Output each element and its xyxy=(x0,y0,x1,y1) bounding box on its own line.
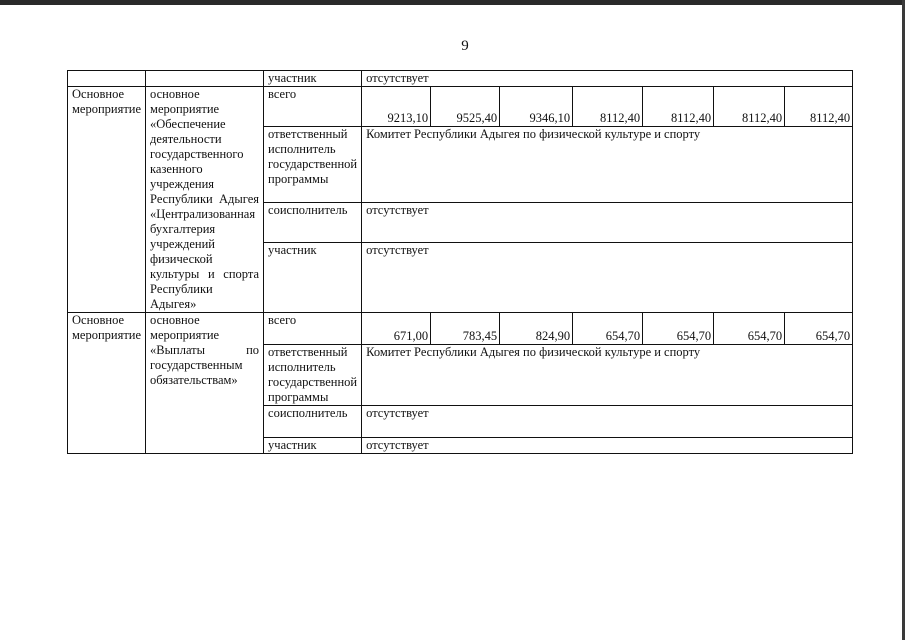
total-value: 9525,40 xyxy=(431,87,500,127)
participant-label: участник xyxy=(264,243,362,313)
section-type: Основное мероприятие xyxy=(68,313,146,454)
participant-label: участник xyxy=(264,438,362,454)
total-value: 783,45 xyxy=(431,313,500,345)
role-label: участник xyxy=(264,71,362,87)
role-value: отсутствует xyxy=(362,71,853,87)
table-row xyxy=(68,87,853,127)
participant-value: отсутствует xyxy=(362,438,853,454)
total-label: всего xyxy=(264,87,362,127)
total-value: 824,90 xyxy=(500,313,573,345)
program-table xyxy=(67,70,853,454)
total-value: 654,70 xyxy=(573,313,643,345)
coexecutor-value: отсутствует xyxy=(362,406,853,438)
responsible-label: ответственный исполнитель государственной программы xyxy=(264,345,362,406)
total-value: 654,70 xyxy=(643,313,714,345)
total-value: 8112,40 xyxy=(785,87,853,127)
page-number: 9 xyxy=(461,38,469,54)
section-description: основное мероприятие «Обеспечение деятельности государственного казенного учреждения Республики Адыгея «Централизованная бухгалтерия учреждений физической культуры и спорта Республики Адыгея» xyxy=(146,87,264,313)
coexecutor-value: отсутствует xyxy=(362,203,853,243)
empty-cell xyxy=(68,71,146,87)
responsible-value: Комитет Республики Адыгея по физической культуре и спорту xyxy=(362,345,853,406)
participant-value: отсутствует xyxy=(362,243,853,313)
total-value: 8112,40 xyxy=(643,87,714,127)
responsible-value: Комитет Республики Адыгея по физической культуре и спорту xyxy=(362,126,853,202)
section-type: Основное мероприятие xyxy=(68,87,146,313)
empty-cell xyxy=(146,71,264,87)
total-value: 9346,10 xyxy=(500,87,573,127)
total-value: 9213,10 xyxy=(362,87,431,127)
total-label: всего xyxy=(264,313,362,345)
coexecutor-label: соисполнитель xyxy=(264,406,362,438)
total-value: 654,70 xyxy=(785,313,853,345)
table-row xyxy=(68,71,853,87)
total-value: 8112,40 xyxy=(573,87,643,127)
total-value: 8112,40 xyxy=(714,87,785,127)
total-value: 671,00 xyxy=(362,313,431,345)
section-description: основное мероприятие «Выплаты по государственным обязательствам» xyxy=(146,313,264,454)
total-value: 654,70 xyxy=(714,313,785,345)
scan-edge-top xyxy=(0,0,905,5)
responsible-label: ответственный исполнитель государственной программы xyxy=(264,126,362,202)
coexecutor-label: соисполнитель xyxy=(264,203,362,243)
table-row xyxy=(68,313,853,345)
